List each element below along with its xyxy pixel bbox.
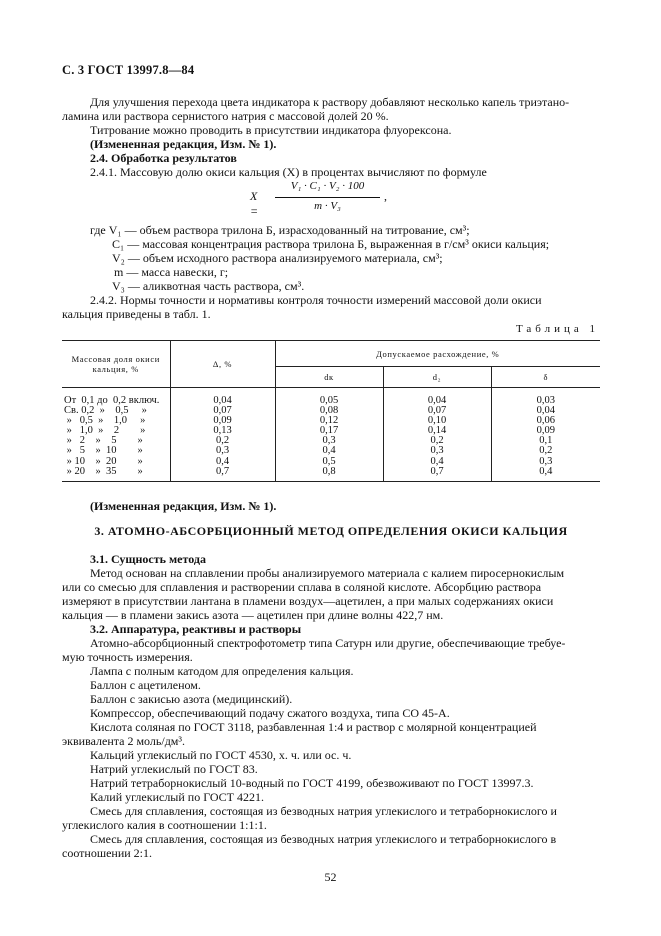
- paragraph-line: углекислого калия в соотношении 1:1:1.: [62, 818, 267, 832]
- variable-definition: m — масса навески, г;: [114, 265, 229, 279]
- paragraph-line: мую точность измерения.: [62, 650, 193, 664]
- table-cell: » 0,5 » 1,0 »: [64, 415, 146, 427]
- table-cell: 0,5: [275, 457, 383, 467]
- table-cell: 0,17: [275, 426, 383, 436]
- column-header-delta: Δ, %: [170, 341, 275, 388]
- table-cell: 0,7: [383, 467, 491, 482]
- paragraph-line: Натрий тетраборнокислый 10-водный по ГОСТ 4199, обезвоживают по ГОСТ 13997.3.: [90, 776, 534, 790]
- paragraph-line: кальция приведены в табл. 1.: [62, 307, 211, 321]
- table-cell: 0,04: [491, 406, 600, 416]
- formula-comma: ,: [384, 189, 387, 203]
- paragraph-line: Баллон с ацетиленом.: [90, 678, 201, 692]
- paragraph-line: 2.4.1. Массовую долю окиси кальция (X) в процентах вычисляют по формуле: [90, 165, 487, 179]
- running-header: С. 3 ГОСТ 13997.8—84: [62, 63, 195, 77]
- table-cell: 0,10: [383, 416, 491, 426]
- paragraph-line: Калий углекислый по ГОСТ 4221.: [90, 790, 264, 804]
- column-header-group: Допускаемое расхождение, %: [275, 341, 600, 367]
- paragraph-line: Натрий углекислый по ГОСТ 83.: [90, 762, 258, 776]
- table-cell: 0,4: [383, 457, 491, 467]
- paragraph-line: эквивалента 2 моль/дм³.: [62, 734, 185, 748]
- variable-definition: V₃ — аликвотная часть раствора, см³.: [112, 279, 305, 293]
- table-cell: 0,3: [170, 446, 275, 456]
- table-cell: 0,09: [491, 426, 600, 436]
- paragraph-line: соотношении 2:1.: [62, 846, 152, 860]
- table-row: [62, 388, 600, 407]
- table-cell: » 1,0 » 2 »: [64, 425, 146, 437]
- table-cell: 0,08: [275, 406, 383, 416]
- paragraph-line: Смесь для сплавления, состоящая из безводных натрия углекислого и тетраборнокислого и: [90, 804, 557, 818]
- column-header-small-delta: δ: [491, 367, 600, 388]
- paragraph-line: ламина или раствора сернистого натрия с массовой долей 20 %.: [62, 109, 389, 123]
- table-cell: 0,04: [170, 388, 275, 407]
- table-cell: 0,07: [383, 406, 491, 416]
- table-cell: » 2 » 5 »: [64, 435, 143, 447]
- table-cell: 0,3: [491, 457, 600, 467]
- table-cell: 0,2: [383, 436, 491, 446]
- formula-denominator: m · V₃: [314, 200, 341, 212]
- column-header-d2: d₂: [383, 367, 491, 388]
- table-cell: 0,4: [491, 467, 600, 482]
- table-cell: 0,05: [275, 388, 383, 407]
- paragraph-line: или со смесью для сплавления и растворении сплава в соляной кислоте. Абсорбцию раствора: [62, 580, 542, 594]
- section-heading: 3.2. Аппаратура, реактивы и растворы: [90, 622, 302, 636]
- table-cell: 0,07: [170, 406, 275, 416]
- table-cell: Св. 0,2 » 0,5 »: [64, 405, 147, 417]
- table-caption: Таблица 1: [515, 323, 599, 335]
- table-cell: » 5 » 10 »: [64, 445, 143, 457]
- table-cell: 0,3: [275, 436, 383, 446]
- table-cell: От 0,1 до 0,2 включ.: [64, 395, 160, 406]
- paragraph-line: Для улучшения перехода цвета индикатора к раствору добавляют несколько капель триэтано-: [90, 95, 570, 109]
- formula-lhs: X =: [250, 189, 259, 218]
- revision-note: (Измененная редакция, Изм. № 1).: [90, 499, 277, 513]
- fraction-bar: [275, 197, 380, 198]
- table-cell: 0,14: [383, 426, 491, 436]
- paragraph-line: кальция — в пламени закись азота — ацетилен при длине волны 422,7 нм.: [62, 608, 444, 622]
- table-cell: 0,4: [275, 446, 383, 456]
- variable-definition: V₂ — объем исходного раствора анализируемого материала, см³;: [112, 251, 443, 265]
- paragraph-line: Лампа с полным катодом для определения кальция.: [90, 664, 354, 678]
- column-header-dk: dк: [275, 367, 383, 388]
- paragraph-line: Титрование можно проводить в присутствии индикатора флуорексона.: [90, 123, 452, 137]
- paragraph-line: Кальций углекислый по ГОСТ 4530, х. ч. или ос. ч.: [90, 748, 352, 762]
- revision-note: (Измененная редакция, Изм. № 1).: [90, 137, 277, 151]
- table-cell: 0,7: [170, 467, 275, 482]
- section-heading: 3.1. Сущность метода: [90, 552, 206, 566]
- variable-definition: где V₁ — объем раствора трилона Б, израсходованный на титрование, см³;: [90, 223, 470, 237]
- table-row: [62, 467, 600, 482]
- table-cell: 0,09: [170, 416, 275, 426]
- section-title: 3. АТОМНО-АБСОРБЦИОННЫЙ МЕТОД ОПРЕДЕЛЕНИЯ ОКИСИ КАЛЬЦИЯ: [94, 524, 568, 538]
- formula-numerator: V₁ · C₁ · V₂ · 100: [290, 180, 365, 192]
- table-cell: 0,12: [275, 416, 383, 426]
- table-cell: 0,3: [383, 446, 491, 456]
- page-number: 52: [324, 870, 337, 884]
- table-cell: 0,04: [383, 388, 491, 407]
- variable-definition: C₁ — массовая концентрация раствора трилона Б, выраженная в г/см³ окиси кальция;: [112, 237, 550, 251]
- paragraph-line: Атомно-абсорбционный спектрофотометр типа Сатурн или другие, обеспечивающие требуе-: [90, 636, 566, 650]
- column-header-mass-fraction: Массовая доля окиси кальция, %: [62, 341, 170, 388]
- section-heading: 2.4. Обработка результатов: [90, 151, 237, 165]
- paragraph-line: Метод основан на сплавлении пробы анализируемого материала с калием пиросернокислым: [90, 566, 565, 580]
- table-cell: 0,06: [491, 416, 600, 426]
- paragraph-line: измеряют в присутствии лантана в пламени воздух—ацетилен, а при малых содержаниях окиси: [62, 594, 554, 608]
- table-cell: 0,03: [491, 388, 600, 407]
- table-cell: 0,13: [170, 426, 275, 436]
- paragraph-line: 2.4.2. Нормы точности и нормативы контроля точности измерений массовой доли окиси: [90, 293, 542, 307]
- table-cell: 0,4: [170, 457, 275, 467]
- accuracy-table: [62, 340, 600, 482]
- table-cell: » 10 » 20 »: [64, 455, 143, 467]
- table-cell: 0,1: [491, 436, 600, 446]
- table-cell: 0,2: [491, 446, 600, 456]
- table-cell: 0,8: [275, 467, 383, 482]
- paragraph-line: Баллон с закисью азота (медицинский).: [90, 692, 293, 706]
- paragraph-line: Смесь для сплавления, состоящая из безводных натрия углекислого и тетраборнокислого в: [90, 832, 557, 846]
- paragraph-line: Кислота соляная по ГОСТ 3118, разбавленная 1:4 и раствор с молярной концентрацией: [90, 720, 537, 734]
- table-cell: 0,2: [170, 436, 275, 446]
- table-cell: » 20 » 35 »: [62, 467, 170, 482]
- table-body: [62, 388, 600, 482]
- paragraph-line: Компрессор, обеспечивающий подачу сжатого воздуха, типа СО 45-А.: [90, 706, 450, 720]
